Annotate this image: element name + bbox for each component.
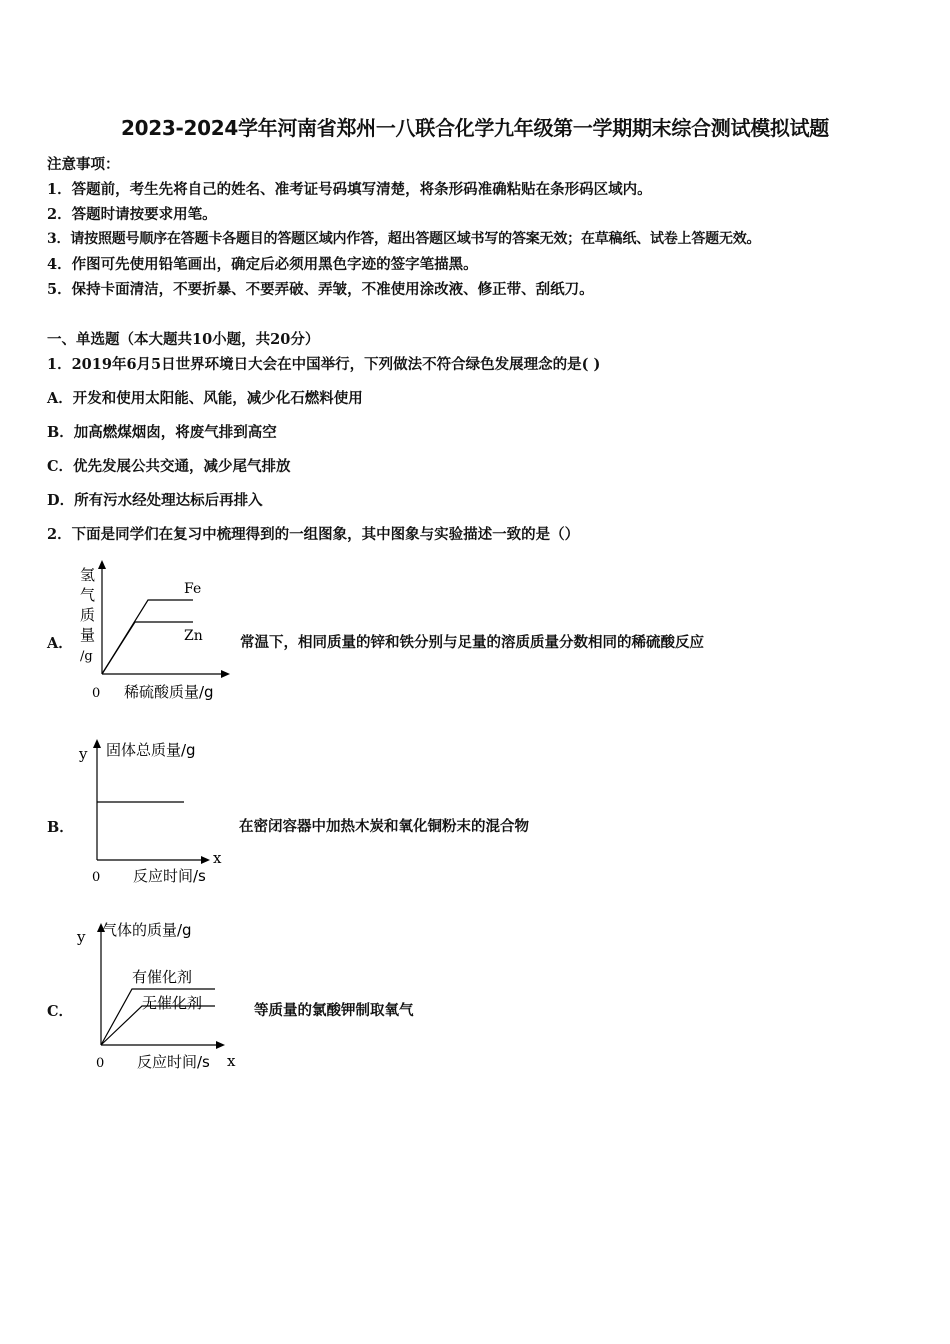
graph-a-series-fe: Fe	[184, 581, 202, 597]
graph-c-series-catalyst: 有催化剂	[132, 968, 193, 986]
question-2-option-b-letter: B．	[47, 819, 74, 836]
graph-b-y-arrow	[93, 739, 101, 748]
question-2-option-c-desc: 等质量的氯酸钾制取氧气	[254, 1003, 414, 1019]
notice-heading: 注意事项：	[47, 156, 120, 173]
graph-a-ylabel-char: 氢	[80, 566, 96, 584]
graph-c-x: x	[227, 1052, 236, 1070]
question-1-option-b: B．加高燃煤烟囱，将废气排到高空	[47, 424, 277, 441]
graph-b-x-arrow	[201, 856, 210, 864]
graph-a-ylabel-unit: /g	[80, 649, 93, 664]
section-heading: 一、单选题（本大题共10小题，共20分）	[47, 331, 320, 348]
graph-a-ylabel-char: 质	[80, 606, 96, 624]
graph-a	[70, 560, 240, 705]
graph-a-origin: 0	[92, 686, 101, 701]
page-title: 2023-2024学年河南省郑州一八联合化学九年级第一学期期末综合测试模拟试题	[121, 116, 829, 140]
graph-c-ylabel: 气体的质量/g	[102, 921, 192, 939]
graph-b-ylabel: 固体总质量/g	[106, 741, 196, 759]
notice-item: 4．作图可先使用铅笔画出，确定后必须用黑色字迹的签字笔描黑。	[47, 256, 478, 273]
question-2-option-b-desc: 在密闭容器中加热木炭和氧化铜粉末的混合物	[239, 819, 529, 835]
graph-c-series-no-catalyst: 无催化剂	[142, 994, 203, 1012]
question-1-option-c: C．优先发展公共交通，减少尾气排放	[47, 458, 291, 475]
graph-b-y: y	[79, 745, 88, 763]
graph-a-y-arrow	[98, 560, 106, 569]
question-2-option-a-letter: A．	[47, 635, 73, 652]
notice-item: 5．保持卡面清洁，不要折暴、不要弄破、弄皱，不准使用涂改液、修正带、刮纸刀。	[47, 281, 594, 298]
graph-a-fe-line	[102, 600, 193, 674]
graph-c-xlabel: 反应时间/s	[137, 1053, 210, 1071]
graph-a-series-zn: Zn	[184, 628, 203, 644]
question-1-stem: 1．2019年6月5日世界环境日大会在中国举行，下列做法不符合绿色发展理念的是( )	[47, 356, 601, 373]
graph-a-ylabel-char: 气	[80, 586, 96, 604]
question-2-option-c-letter: C．	[47, 1003, 74, 1020]
graph-a-ylabel-char: 量	[80, 626, 96, 644]
question-1-option-a: A．开发和使用太阳能、风能，减少化石燃料使用	[47, 390, 363, 407]
graph-c-origin: 0	[96, 1056, 105, 1071]
question-2-option-a-desc: 常温下，相同质量的锌和铁分别与足量的溶质质量分数相同的稀硫酸反应	[240, 635, 704, 651]
notice-item: 3．请按照题号顺序在答题卡各题目的答题区域内作答，超出答题区域书写的答案无效；在草稿纸、试卷上答题无效。	[47, 231, 761, 247]
question-1-option-d: D．所有污水经处理达标后再排入	[47, 492, 263, 509]
graph-a-zn-line	[102, 622, 193, 674]
graph-c-y: y	[77, 928, 86, 946]
graph-b-xlabel: 反应时间/s	[133, 867, 206, 885]
graph-c	[72, 915, 247, 1075]
graph-c-x-arrow	[216, 1041, 225, 1049]
notice-item: 1．答题前，考生先将自己的姓名、准考证号码填写清楚，将条形码准确粘贴在条形码区域内。	[47, 181, 652, 198]
question-2-stem: 2．下面是同学们在复习中梳理得到的一组图象，其中图象与实验描述一致的是（）	[47, 526, 580, 543]
graph-b-origin: 0	[92, 870, 101, 885]
graph-b-x: x	[213, 849, 222, 867]
notice-item: 2．答题时请按要求用笔。	[47, 206, 217, 223]
graph-a-x-arrow	[221, 670, 230, 678]
graph-b	[72, 735, 232, 890]
graph-a-xlabel: 稀硫酸质量/g	[124, 683, 214, 701]
